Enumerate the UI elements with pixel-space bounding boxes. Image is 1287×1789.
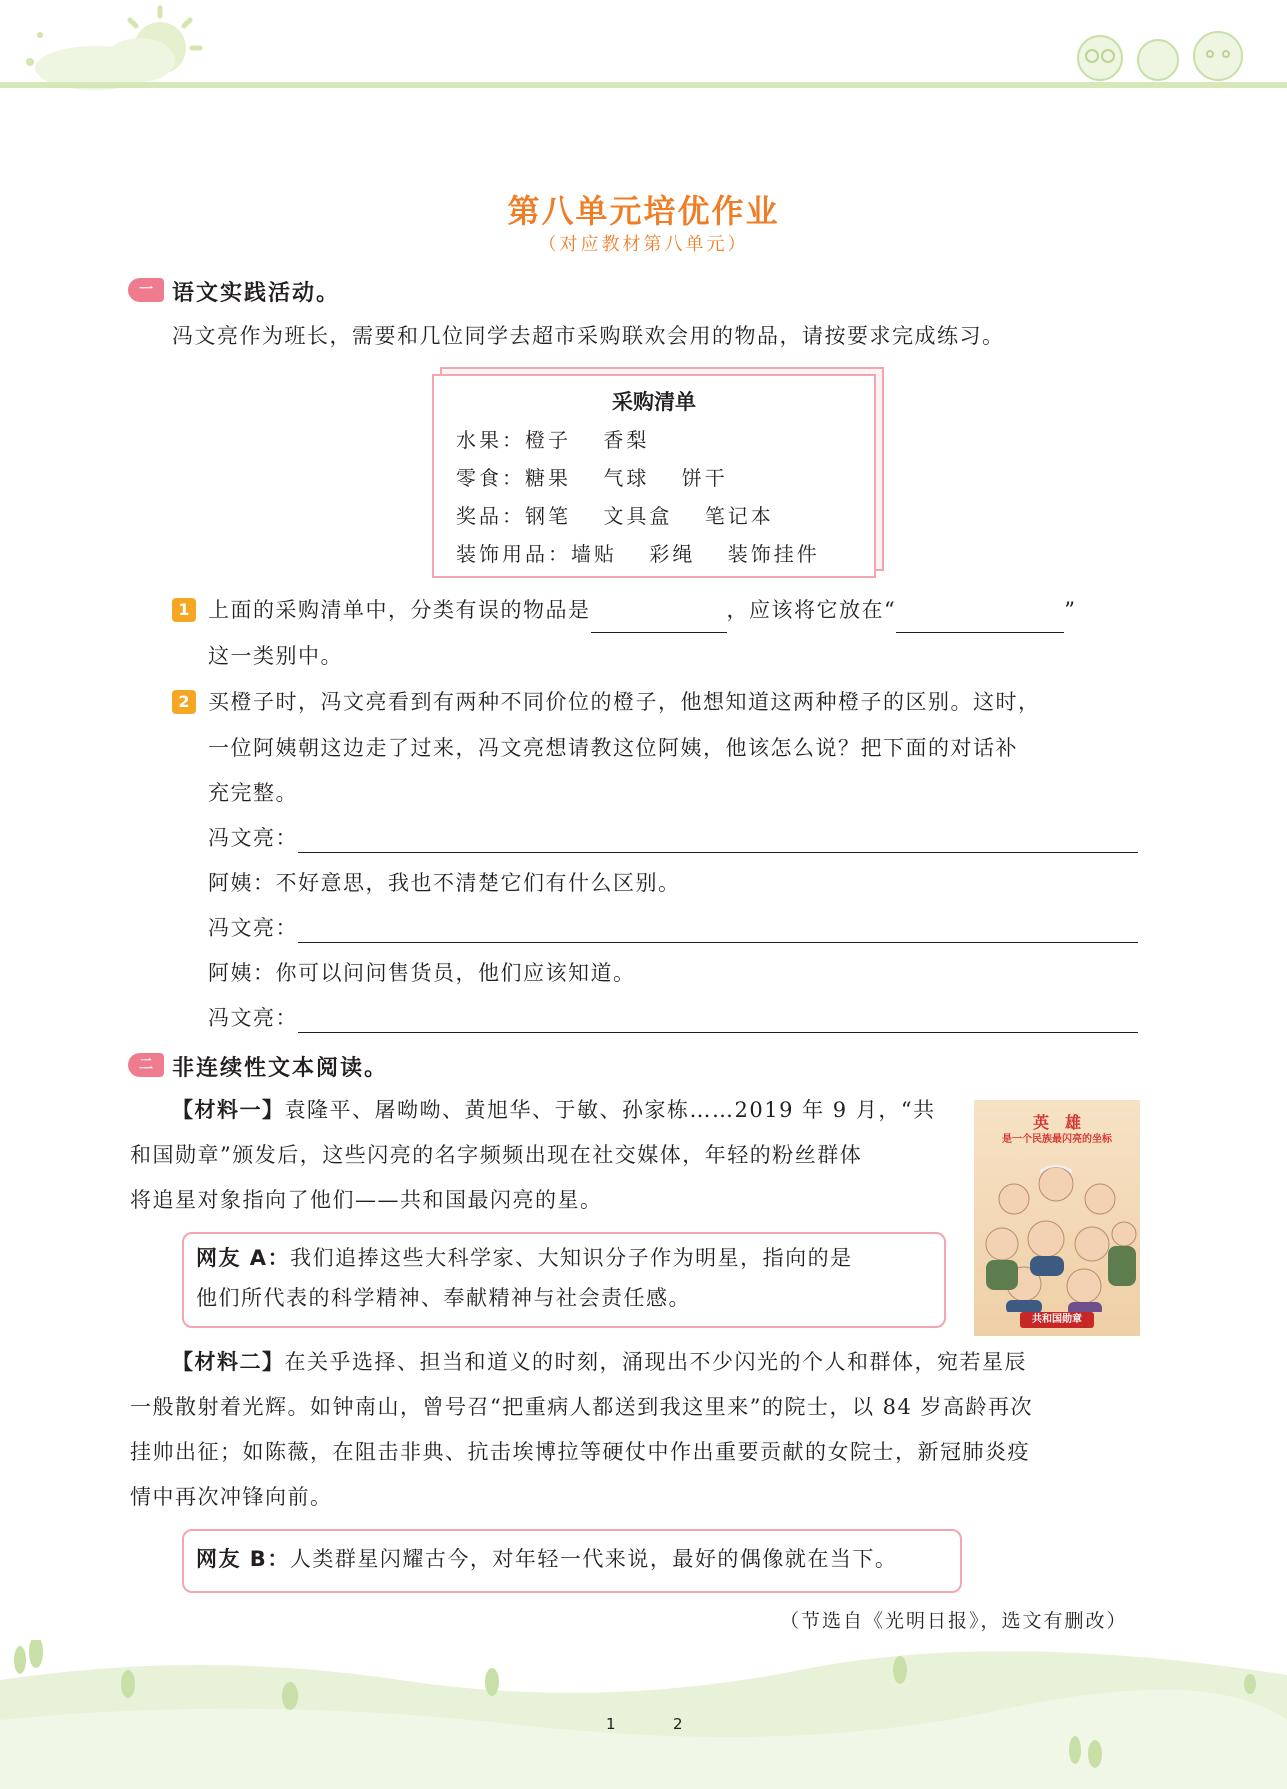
question-2-line-2: 一位阿姨朝这边走了过来，冯文亮想请教这位阿姨，他该怎么说？把下面的对话补 (208, 736, 1018, 760)
material-1-line-2: 和国勋章”颁发后，这些闪亮的名字频频出现在社交媒体，年轻的粉丝群体 (130, 1143, 863, 1167)
material-2-text: 在关乎选择、担当和道义的时刻，涌现出不少闪光的个人和群体，宛若星辰 (284, 1350, 1027, 1374)
shopping-list-row: 装饰用品：墙贴 彩绳 装饰挂件 (456, 542, 820, 566)
source-note: （节选自《光明日报》，选文有删改） (780, 1610, 1128, 1632)
question-1-blank-item[interactable] (591, 606, 727, 633)
netizen-b-box (182, 1529, 962, 1593)
material-2-label: 【材料二】 (172, 1350, 285, 1374)
question-1-text-b: ，应该将它放在“ (726, 598, 897, 622)
dialog-feng-2-label: 冯文亮： (208, 916, 298, 940)
netizen-a-label: 网友 A： (196, 1246, 291, 1270)
header-cartoon-animals-decoration (1060, 20, 1260, 86)
netizen-b-line (196, 1537, 897, 1582)
dialog-auntie-2: 阿姨：你可以问问售货员，他们应该知道。 (208, 961, 636, 985)
question-1-blank-category[interactable] (896, 606, 1064, 633)
shopping-list-title: 采购清单 (612, 390, 696, 414)
dialog-auntie-1: 阿姨：不好意思，我也不清楚它们有什么区别。 (208, 871, 681, 895)
netizen-a-text-1: 我们追捧这些大科学家、大知识分子作为明星，指向的是 (290, 1246, 853, 1270)
material-2-line-2: 一般散射着光辉。如钟南山，曾号召“把重病人都送到我这里来”的院士，以 84 岁高龄再次 (130, 1395, 1034, 1419)
material-2-line-4: 情中再次冲锋向前。 (130, 1485, 333, 1509)
netizen-a-line-2: 他们所代表的科学精神、奉献精神与社会责任感。 (196, 1286, 691, 1310)
section-2-heading: 非连续性文本阅读。 (172, 1056, 389, 1081)
netizen-b-text: 人类群星闪耀古今，对年轻一代来说，最好的偶像就在当下。 (289, 1547, 898, 1571)
netizen-a-box (182, 1232, 946, 1328)
header-divider (0, 82, 1287, 88)
question-1-line-2: 这一类别中。 (208, 644, 343, 668)
poster-portraits-illustration (974, 1144, 1140, 1312)
page-subtitle: （对应教材第八单元） (538, 234, 749, 255)
heroes-poster-image (974, 1100, 1140, 1336)
question-2-number: 2 (172, 690, 196, 714)
section-1-heading: 语文实践活动。 (172, 281, 341, 306)
header-sun-cloud-decoration (0, 0, 220, 95)
question-1-line-1 (208, 588, 1077, 633)
dialog-feng-3-answer-line[interactable] (298, 1032, 1138, 1033)
poster-banner: 共和国勋章 (1020, 1312, 1094, 1328)
shopping-list-row: 水果：橙子 香梨 (456, 428, 650, 452)
section-2-badge: 二 (128, 1053, 164, 1077)
material-2-line-3: 挂帅出征；如陈薇，在阻击非典、抗击埃博拉等硬仗中作出重要贡献的女院士，新冠肺炎疫 (130, 1440, 1030, 1464)
shopping-list-row: 奖品：钢笔 文具盒 笔记本 (456, 504, 774, 528)
question-2-line-3: 充完整。 (208, 781, 298, 805)
question-1-text-a: 上面的采购清单中，分类有误的物品是 (208, 598, 591, 622)
section-1-intro: 冯文亮作为班长，需要和几位同学去超市采购联欢会用的物品，请按要求完成练习。 (172, 324, 1005, 348)
netizen-b-label: 网友 B： (196, 1547, 290, 1571)
dialog-feng-1-label: 冯文亮： (208, 826, 298, 850)
material-1-line-1 (172, 1088, 936, 1133)
question-1-text-c: ” (1064, 598, 1077, 622)
section-1-badge: 一 (128, 278, 164, 302)
netizen-a-line-1 (196, 1236, 853, 1281)
dialog-feng-2-answer-line[interactable] (298, 942, 1138, 943)
dialog-feng-3-label: 冯文亮： (208, 1006, 298, 1030)
page-number-right: 2 (673, 1715, 683, 1733)
page-title: 第八单元培优作业 (507, 192, 780, 230)
footer-hills-decoration (0, 1640, 1287, 1789)
question-2-line-1: 买橙子时，冯文亮看到有两种不同价位的橙子，他想知道这两种橙子的区别。这时， (208, 690, 1041, 714)
material-2-line-1 (172, 1340, 1027, 1385)
shopping-list-row: 零食：糖果 气球 饼干 (456, 466, 728, 490)
shopping-list-box (432, 374, 876, 578)
page-number-left: 1 (606, 1715, 616, 1733)
material-1-text: 袁隆平、屠呦呦、黄旭华、于敏、孙家栋……2019 年 9 月，“共 (284, 1098, 936, 1122)
poster-subtitle: 是一个民族最闪亮的坐标 (1002, 1134, 1112, 1145)
poster-title: 英 雄 (1032, 1113, 1081, 1132)
question-1-number: 1 (172, 598, 196, 622)
material-1-line-3: 将追星对象指向了他们——共和国最闪亮的星。 (130, 1188, 603, 1212)
dialog-feng-1-answer-line[interactable] (298, 852, 1138, 853)
material-1-label: 【材料一】 (172, 1098, 285, 1122)
